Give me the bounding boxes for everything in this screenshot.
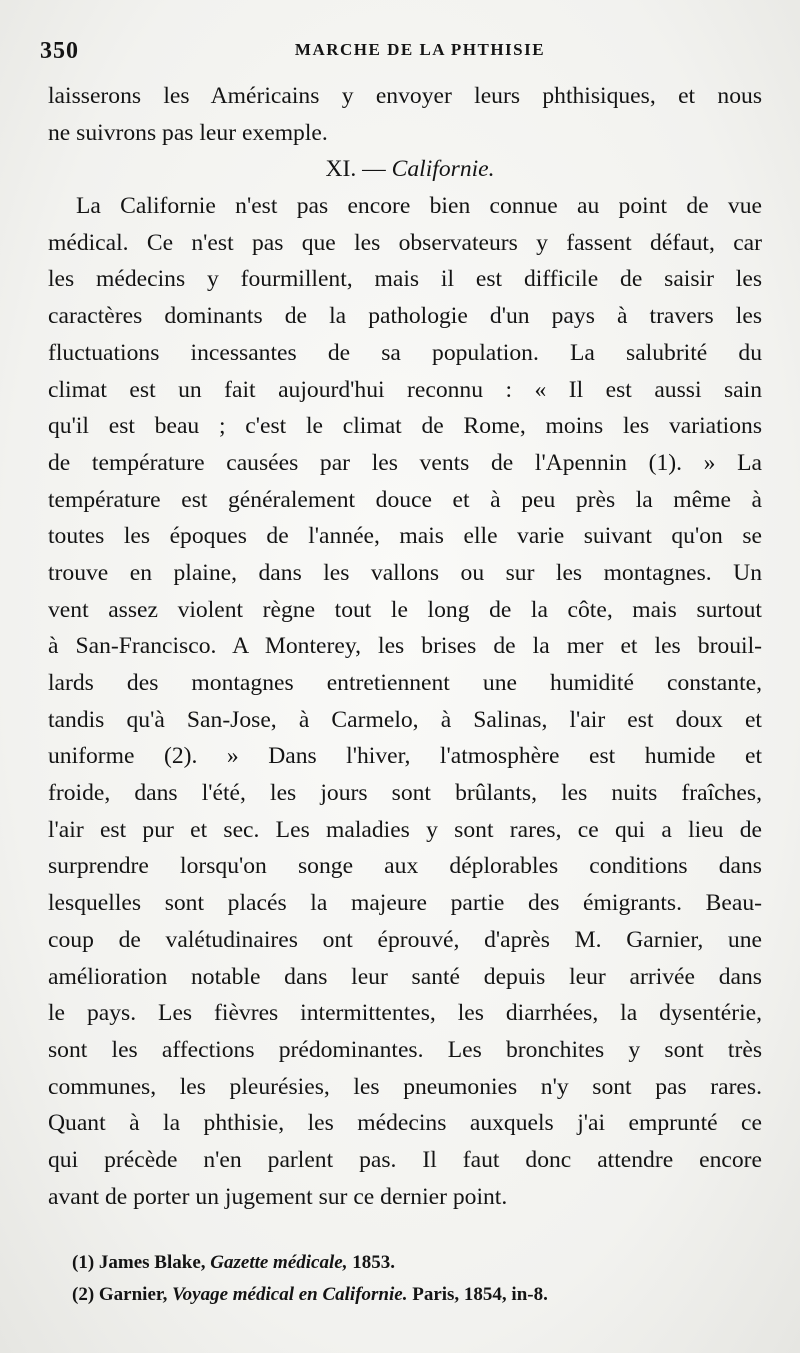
text-line: lesquelles sont placés la majeure partie des émigrants. Beau- bbox=[48, 890, 762, 917]
running-title: MARCHE DE LA PHTHISIE bbox=[294, 40, 546, 59]
footnote-2 bbox=[72, 1279, 762, 1311]
text-line: communes, les pleurésies, les pneumonies n'y sont pas rares. bbox=[48, 1073, 762, 1100]
text-line: uniforme (2). » Dans l'hiver, l'atmosphère est humide et bbox=[48, 743, 762, 770]
text-line: froide, dans l'été, les jours sont brûlants, les nuits fraîches, bbox=[48, 780, 762, 807]
footnote-author: Garnier, bbox=[98, 1284, 168, 1305]
text-line: ne suivrons pas leur exemple. bbox=[48, 119, 328, 146]
text-line: avant de porter un jugement sur ce dernier point. bbox=[48, 1183, 508, 1210]
text-line: vent assez violent règne tout le long de la côte, mais surtout bbox=[48, 596, 762, 623]
text-line: l'air est pur et sec. Les maladies y sont rares, ce qui a lieu de bbox=[48, 816, 762, 843]
text-line: amélioration notable dans leur santé depuis leur arrivée dans bbox=[48, 963, 762, 990]
footnote-work: Voyage médical en Californie. bbox=[172, 1284, 408, 1305]
text-line: qui précède n'en parlent pas. Il faut donc attendre encore bbox=[48, 1146, 762, 1173]
text-line: laisserons les Américains y envoyer leurs phthisiques, et nous bbox=[48, 83, 762, 109]
text-line: La Californie n'est pas encore bien connue au point de vue bbox=[76, 193, 762, 220]
footnote-details: 1853. bbox=[352, 1252, 395, 1273]
text-line: fluctuations incessantes de sa population. La salubrité du bbox=[48, 339, 762, 366]
text-line: qu'il est beau ; c'est le climat de Rome, moins les variations bbox=[48, 413, 762, 440]
page-header bbox=[40, 38, 760, 68]
text-line: climat est un fait aujourd'hui reconnu : « Il est aussi sain bbox=[48, 376, 762, 403]
footnote-details: Paris, 1854, in-8. bbox=[412, 1284, 548, 1305]
footnotes bbox=[72, 1247, 762, 1311]
section-number: XI. — bbox=[325, 156, 386, 183]
footnote-work: Gazette médicale, bbox=[210, 1252, 348, 1273]
text-line: lards des montagnes entretiennent une humidité constante, bbox=[48, 670, 762, 696]
text-line: le pays. Les fièvres intermittentes, les diarrhées, la dysentérie, bbox=[48, 1000, 762, 1027]
footnote-author: James Blake, bbox=[98, 1252, 206, 1273]
body-text bbox=[48, 78, 762, 1215]
footnote-1 bbox=[72, 1247, 762, 1279]
text-line: tandis qu'à San-Jose, à Carmelo, à Salinas, l'air est doux et bbox=[48, 706, 762, 733]
footnote-marker: (2) bbox=[72, 1284, 95, 1305]
text-line: toutes les époques de l'année, mais elle varie suivant qu'on se bbox=[48, 523, 762, 550]
text-line: les médecins y fourmillent, mais il est difficile de saisir les bbox=[48, 266, 762, 293]
footnote-marker: (1) bbox=[72, 1252, 95, 1273]
text-line: de température causées par les vents de l'Apennin (1). » La bbox=[48, 449, 762, 476]
section-heading bbox=[48, 151, 762, 188]
text-line: à San-Francisco. A Monterey, les brises de la mer et les brouil- bbox=[48, 633, 762, 660]
text-line: température est généralement douce et à peu près la même à bbox=[48, 486, 762, 513]
text-line: Quant à la phthisie, les médecins auxquels j'ai emprunté ce bbox=[48, 1110, 762, 1137]
text-line: coup de valétudinaires ont éprouvé, d'après M. Garnier, une bbox=[48, 926, 762, 953]
page-number: 350 bbox=[40, 38, 79, 64]
text-line: caractères dominants de la pathologie d'un pays à travers les bbox=[48, 303, 762, 330]
section-title: Californie. bbox=[391, 156, 495, 183]
text-line: sont les affections prédominantes. Les bronchites y sont très bbox=[48, 1036, 762, 1063]
text-line: médical. Ce n'est pas que les observateurs y fassent défaut, car bbox=[48, 229, 762, 256]
text-line: surprendre lorsqu'on songe aux déplorables conditions dans bbox=[48, 853, 762, 880]
text-line: trouve en plaine, dans les vallons ou sur les montagnes. Un bbox=[48, 559, 762, 586]
